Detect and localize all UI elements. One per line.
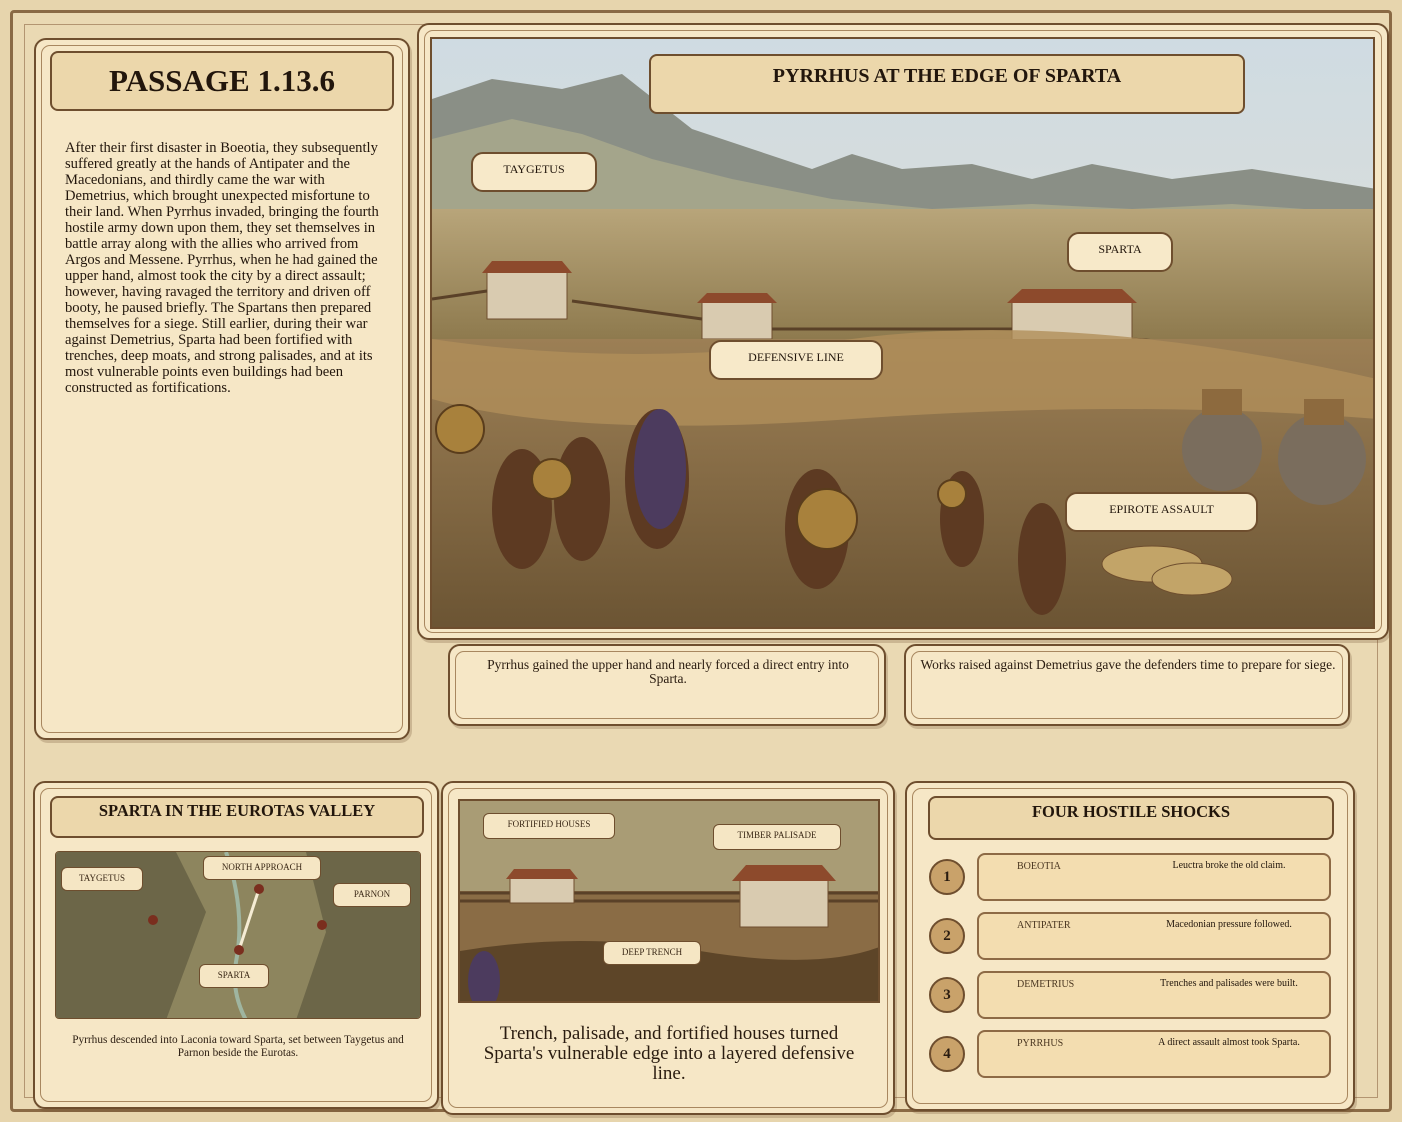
defense-label-deep-trench: DEEP TRENCH [603,941,701,965]
step-name-1: BOEOTIA [1017,861,1061,872]
passage-body: After their first disaster in Boeotia, they subsequently suffered greatly at the hands of Antipater and the Macedonians, and thirdly came the war with Demetrius, which brought unexpected misfortune to their land. When Pyrrhus invaded, bringing the fourth hostile army down upon them, they set themselves in battle array along with the allies who arrived from Argos and Messene. Pyrrhus, when he had gained the upper hand, almost took the city by a direct assault; however, having ravaged the territory and driven off booty, he paused briefly. The Spartans then prepared themselves for a siege. Still earlier, during their war against Demetrius, Sparta had been fortified with trenches, deep moats, and strong palisades, and at its most vulnerable points even buildings had been constructed as fortifications. [65,140,379,396]
label-epirote-assault: EPIROTE ASSAULT [1065,492,1258,532]
battle-scene-art [432,39,1375,629]
map-label-taygetus: TAYGETUS [61,867,143,891]
map-label-north-approach: NORTH APPROACH [203,856,321,880]
step-text-2: Macedonian pressure followed. [1166,919,1292,930]
label-sparta: SPARTA [1067,232,1173,272]
defense-label-fortified-houses: FORTIFIED HOUSES [483,813,615,839]
main-scene-title: PYRRHUS AT THE EDGE OF SPARTA [649,54,1245,114]
shocks-panel [905,781,1355,1111]
step-number-1: 1 [929,859,965,895]
step-number-3: 3 [929,977,965,1013]
map-panel [33,781,439,1109]
caption-direct-assault [448,644,886,726]
step-card-2 [977,912,1331,960]
step-card-3 [977,971,1331,1019]
caption-direct-assault-text: Pyrrhus gained the upper hand and nearly forced a direct entry into Sparta. [487,657,849,686]
defense-caption: Trench, palisade, and fortified houses turned Sparta's vulnerable edge into a layered defensive line. [483,1023,855,1084]
step-text-1: Leuctra broke the old claim. [1172,860,1286,871]
defense-panel [441,781,895,1115]
caption-siege-prep-text: Works raised against Demetrius gave the defenders time to prepare for siege. [920,657,1336,672]
map-caption: Pyrrhus descended into Laconia toward Sparta, set between Taygetus and Parnon beside the Eurotas. [72,1034,404,1059]
step-name-4: PYRRHUS [1017,1038,1064,1049]
map-label-parnon: PARNON [333,883,411,907]
caption-siege-prep [904,644,1350,726]
label-taygetus: TAYGETUS [471,152,597,192]
shocks-title: FOUR HOSTILE SHOCKS [928,796,1334,840]
step-name-2: ANTIPATER [1017,920,1071,931]
battle-scene-illustration [430,37,1375,629]
passage-title: PASSAGE 1.13.6 [50,51,394,111]
step-number-2: 2 [929,918,965,954]
step-text-3: Trenches and palisades were built. [1160,978,1298,989]
defense-label-timber-palisade: TIMBER PALISADE [713,824,841,850]
step-name-3: DEMETRIUS [1017,979,1075,990]
step-text-4: A direct assault almost took Sparta. [1158,1037,1300,1048]
label-defensive-line: DEFENSIVE LINE [709,340,883,380]
step-number-4: 4 [929,1036,965,1072]
step-card-1 [977,853,1331,901]
map-panel-title: SPARTA IN THE EUROTAS VALLEY [50,796,424,838]
map-label-sparta: SPARTA [199,964,269,988]
passage-panel [34,38,410,740]
step-card-4 [977,1030,1331,1078]
